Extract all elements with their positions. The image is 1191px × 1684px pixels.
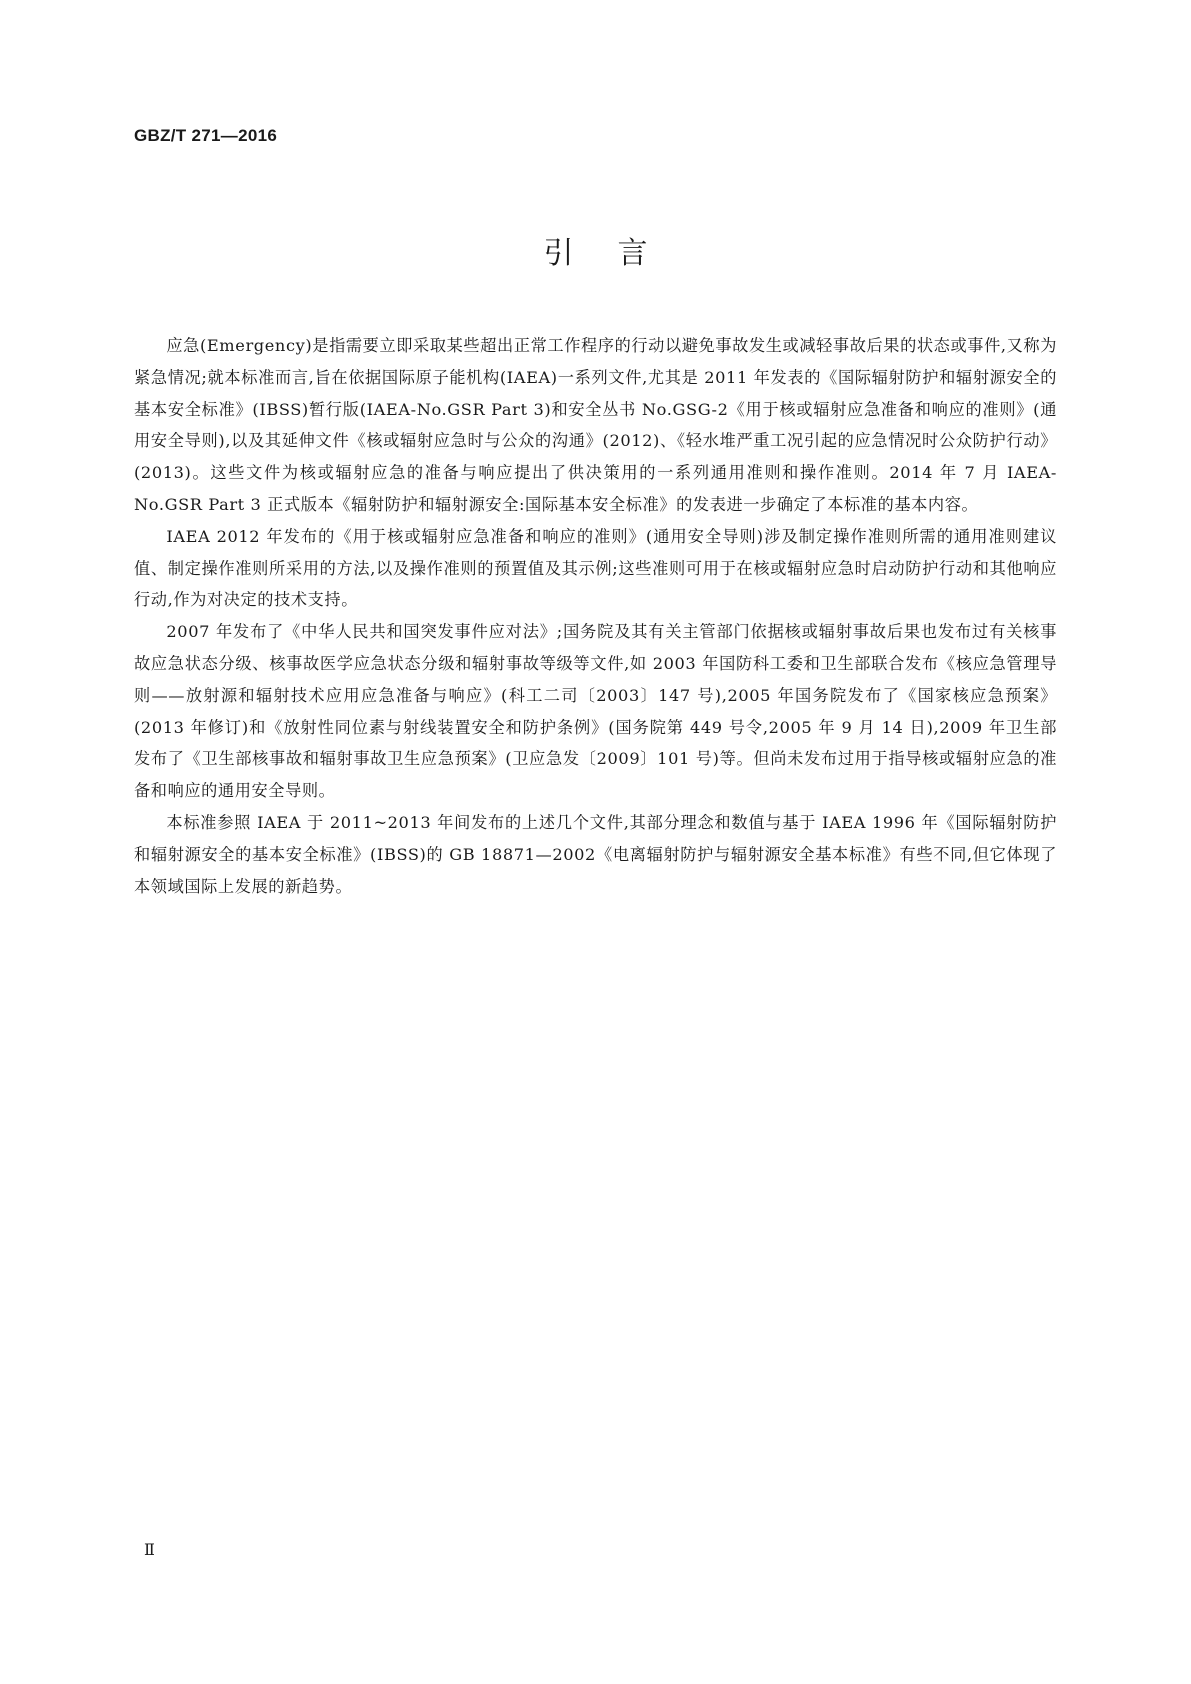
page-number: Ⅱ bbox=[144, 1540, 155, 1559]
paragraph-4: 本标准参照 IAEA 于 2011~2013 年间发布的上述几个文件,其部分理念和数值与基于 IAEA 1996 年《国际辐射防护和辐射源安全的基本安全标准》(IBSS)的 GB 18871—2002《电离辐射防护与辐射源安全基本标准》有些不同,但它体现了本领域国际上发展的新趋势。 bbox=[134, 812, 1057, 896]
paragraph-2: IAEA 2012 年发布的《用于核或辐射应急准备和响应的准则》(通用安全导则)涉及制定操作准则所需的通用准则建议值、制定操作准则所采用的方法,以及操作准则的预置值及其示例;这些准则可用于在核或辐射应急时启动防护行动和其他响应行动,作为对决定的技术支持。 bbox=[134, 526, 1057, 610]
body-text bbox=[134, 330, 1057, 902]
standard-code: GBZ/T 271—2016 bbox=[134, 126, 278, 145]
paragraph-3: 2007 年发布了《中华人民共和国突发事件应对法》;国务院及其有关主管部门依据核或辐射事故后果也发布过有关核事故应急状态分级、核事故医学应急状态分级和辐射事故等级等文件,如 2003 年国防科工委和卫生部联合发布《核应急管理导则——放射源和辐射技术应用应急准备与响应》(科工二司〔2003〕147 号),2005 年国务院发布了《国家核应急预案》(2013 年修订)和《放射性同位素与射线装置安全和防护条例》(国务院第 449 号令,2005 年 9 月 14 日),2009 年卫生部发布了《卫生部核事故和辐射事故卫生应急预案》(卫应急发〔2009〕101 号)等。但尚未发布过用于指导核或辐射应急的准备和响应的通用安全导则。 bbox=[134, 622, 1057, 801]
page-title: 引言 bbox=[543, 236, 692, 271]
paragraph-1: 应急(Emergency)是指需要立即采取某些超出正常工作程序的行动以避免事故发生或减轻事故后果的状态或事件,又称为紧急情况;就本标准而言,旨在依据国际原子能机构(IAEA)一系列文件,尤其是 2011 年发表的《国际辐射防护和辐射源安全的基本安全标准》(IBSS)暂行版(IAEA-No.GSR Part 3)和安全丛书 No.GSG-2《用于核或辐射应急准备和响应的准则》(通用安全导则),以及其延伸文件《核或辐射应急时与公众的沟通》(2012)、《轻水堆严重工况引起的应急情况时公众防护行动》(2013)。这些文件为核或辐射应急的准备与响应提出了供决策用的一系列通用准则和操作准则。2014 年 7 月 IAEA-No.GSR Part 3 正式版本《辐射防护和辐射源安全:国际基本安全标准》的发表进一步确定了本标准的基本内容。 bbox=[134, 336, 1057, 514]
